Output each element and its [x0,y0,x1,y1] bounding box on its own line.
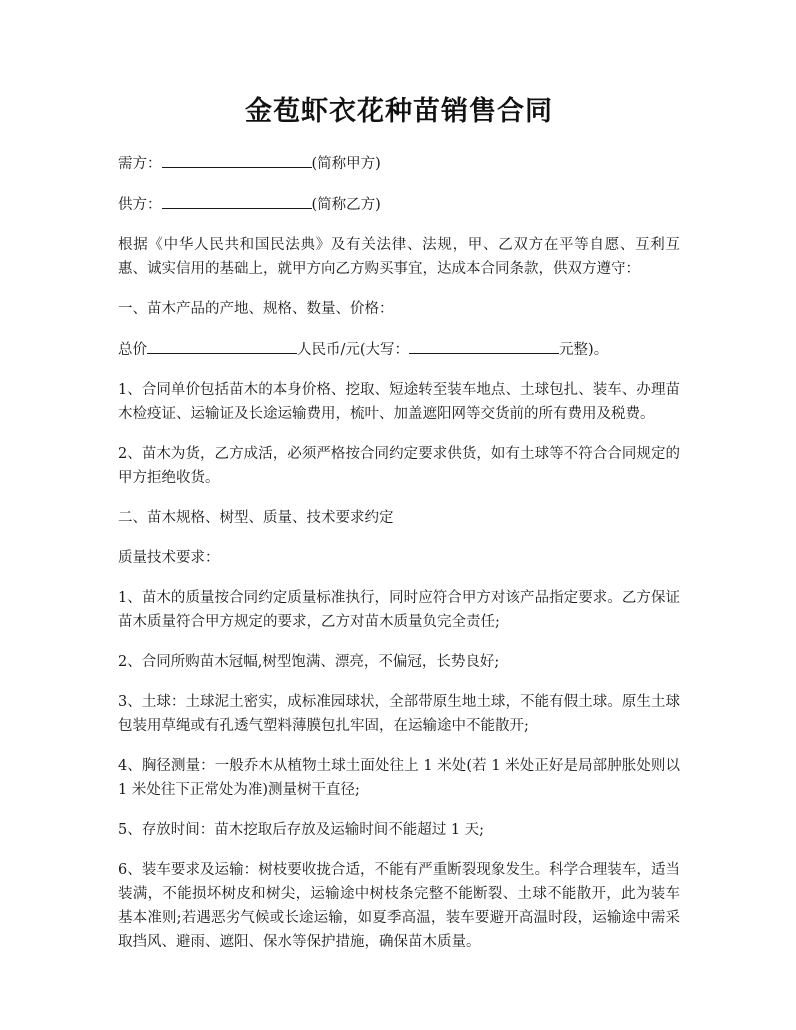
clause-2-3: 3、土球：土球泥土密实，成标准园球状，全部带原生地土球，不能有假土球。原生土球包装用草绳或有孔透气塑料薄膜包扎牢固，在运输途中不能散开; [118,694,680,734]
seller-suffix: (简称乙方) [311,197,381,213]
clause-2-2: 2、合同所购苗木冠幅,树型饱满、漂亮，不偏冠，长势良好; [118,654,500,670]
total-middle: 人民币/元(大写： [297,342,410,358]
section-2-heading: 二、苗木规格、树型、质量、技术要求约定 [118,510,394,526]
total-price-line [118,337,680,362]
clause-2-1: 1、苗木的质量按合同约定质量标准执行，同时应符合甲方对该产品指定要求。乙方保证苗木质量符合甲方规定的要求，乙方对苗木质量负完全责任; [118,590,680,630]
buyer-blank[interactable] [162,151,312,168]
clause-1-1: 1、合同单价包括苗木的本身价格、挖取、短途转至装车地点、土球包扎、装车、办理苗木检疫证、运输证及长途运输费用，梳叶、加盖遮阳网等交货前的所有费用及税费。 [118,382,680,422]
quality-heading: 质量技术要求： [118,550,220,566]
buyer-label: 需方： [118,156,162,172]
total-amount-blank[interactable] [147,337,297,354]
seller-label: 供方： [118,197,162,213]
seller-line [118,192,680,217]
seller-blank[interactable] [162,192,312,209]
total-words-blank[interactable] [409,337,559,354]
clause-2-5: 5、存放时间：苗木挖取后存放及运输时间不能超过 1 天; [118,822,485,838]
section-1-heading: 一、苗木产品的产地、规格、数量、价格： [118,301,394,317]
total-suffix: 元整)。 [559,342,609,358]
total-label: 总价 [118,342,147,358]
clause-1-2: 2、苗木为货，乙方成活，必须严格按合同约定要求供货，如有土球等不符合合同规定的甲方拒绝收货。 [118,446,680,486]
clause-2-6: 6、装车要求及运输：树枝要收拢合适，不能有严重断裂现象发生。科学合理装车，适当装满，不能损坏树皮和树尖，运输途中树枝条完整不能断裂、土球不能散开，此为装车基本准则;若遇恶劣气候或长途运输，如夏季高温，装车要避开高温时段，运输途中需采取挡风、避雨、遮阳、保水等保护措施，确保苗木质量。 [118,862,680,950]
document-body [118,151,680,954]
buyer-line [118,151,680,176]
buyer-suffix: (简称甲方) [311,156,381,172]
document-title: 金苞虾衣花种苗销售合同 [245,96,553,127]
clause-2-4: 4、胸径测量：一般乔木从植物土球土面处往上 1 米处(若 1 米处正好是局部肿胀处则以 1 米处往下正常处为准)测量树干直径; [118,758,680,798]
intro-paragraph: 根据《中华人民共和国民法典》及有关法律、法规，甲、乙双方在平等自愿、互利互惠、诚实信用的基础上，就甲方向乙方购买事宜，达成本合同条款，供双方遵守： [118,237,680,277]
